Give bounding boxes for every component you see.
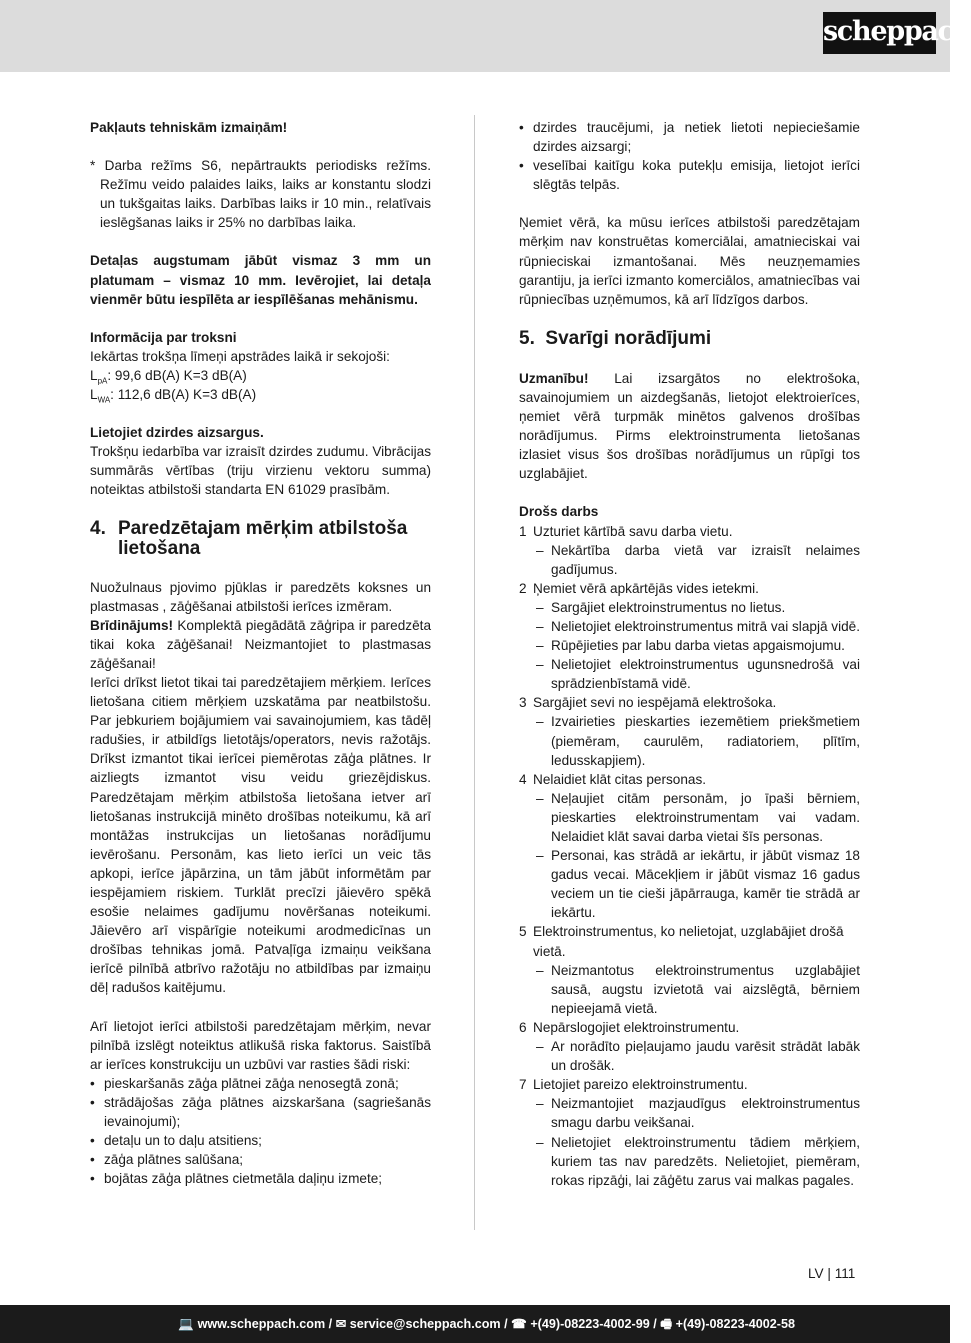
- safe-work-heading: Drošs darbs: [519, 504, 599, 520]
- attention-text: Uzmanību! Lai izsargātos no elektrošoka, savainojumiem un aizdegšanās, lietojot elektroierīces, ņemiet vērā turpmāk minētos galvenos drošības norādījumus. Pirms elektroinstrumenta lietošanas izlasiet visus šos drošības norādījumus un rūpīgi tos uzglabājiet.: [519, 370, 860, 482]
- list-item: • veselībai kaitīgu koka putekļu emisija, lietojot ierīci slēgtās telpās.: [519, 158, 860, 193]
- list-item: – Personai, kas strādā ar iekārtu, ir jābūt vismaz 18 gadus vecai. Mācekļiem ir jābūt vismaz 16 gadus veciem un tie cieši jāpārrauga, kamēr tie strādā ar iekārtu.: [536, 848, 860, 921]
- list-item: – Neizmantotus elektroinstrumentus uzglabājiet sausā, augstu izvietotā vai aizslēgtā, bērniem nepieejamā vietā.: [536, 962, 860, 1016]
- ear-protection-text: Trokšņu iedarbība var izraisīt dzirdes zudumu. Vibrācijas summārās vērtības (triju virzienu vektoru summa) noteiktas atbilstoši standarta EN 61029 prasībām.: [90, 444, 431, 498]
- phone-icon: ☎: [511, 1317, 527, 1331]
- list-item: 7 Lietojiet pareizo elektroinstrumentu.: [519, 1077, 748, 1093]
- list-item: – Sargājiet elektroinstrumentus no lietus.: [536, 599, 786, 615]
- list-item: – Rūpējieties par labu darba vietas apgaismojumu.: [536, 638, 845, 654]
- list-item: – Nekārtība darba vietā var izraisīt nelaimes gadījumus.: [536, 542, 860, 577]
- list-item: – Ar norādīto pieļaujamo jaudu varēsit strādāt labāk un drošāk.: [536, 1039, 860, 1074]
- intended-use-text: Nuožulnaus pjovimo pjūklas ir paredzēts koksnes un plastmasas , zāģēšanai atbilstoši ierīces izmēram.: [90, 579, 431, 614]
- column-divider: [474, 115, 475, 1230]
- phone-number: +(49)-08223-4002-99: [530, 1317, 650, 1331]
- list-item: • pieskaršanās zāģa plātnei zāģa nenosegtā zonā;: [90, 1075, 399, 1091]
- section-5-heading: 5. Svarīgi norādījumi: [519, 327, 712, 349]
- list-item: 6 Nepārslogojiet elektroinstrumentu.: [519, 1019, 740, 1035]
- list-item: 5 Elektroinstrumentus, ko nelietojat, uzglabājiet drošā vietā.: [519, 924, 844, 959]
- right-column: [519, 118, 860, 1190]
- page-header: [0, 0, 971, 72]
- fax-number: +(49)-08223-4002-58: [675, 1317, 795, 1331]
- page-number: LV | 111: [808, 1266, 856, 1281]
- computer-icon: 💻: [178, 1317, 195, 1331]
- noise-level-lpa: $L_{pA}$: 99,6 dB(A) K=3 dB(A): [90, 367, 247, 386]
- duty-cycle-note: * Darba režīms S6, nepārtraukts periodisks režīms. Režīmu veido palaides laiks, laiks ar konstantu slodzi un tukšgaitas laiks. Darbības laiks ir 10 min., relatīvais ieslēgšanas laiks ir 25% no darbības laika.: [90, 158, 431, 231]
- list-item: – Nelietojiet elektroinstrumentus mitrā vai slapjā vidē.: [536, 618, 861, 634]
- list-item: 2 Ņemiet vērā apkārtējās vides ietekmi.: [519, 580, 759, 596]
- list-item: – Nelietojiet elektroinstrumentu tādiem mērķiem, kuriem tas nav paredzēts. Nelietojiet, piemēram, rokas ripzāģi, lai zāģētu zarus vai malkas pagales.: [536, 1134, 860, 1188]
- list-item: – Izvairieties pieskarties iezemētiem priekšmetiem (piemēram, caurulēm, radiatoriem, plītīm, ledusskapjiem).: [536, 714, 860, 768]
- commercial-use-note: Ņemiet vērā, ka mūsu ierīces atbilstoši paredzētajam mērķim nav konstruētas komerciālai, amatnieciskai vai rūpnieciskai izmantošanai. Mēs neuzņemamies garantiju, ja ierīci izmanto komerciālos, amatniecības vai rūpniecības uzņēmumos, kā arī līdzīgos darbos.: [519, 215, 860, 307]
- list-item: 4 Nelaidiet klāt citas personas.: [519, 771, 707, 787]
- list-item: • strādājošas zāģa plātnes aizskaršana (sagriešanās ievainojumi);: [90, 1094, 431, 1130]
- list-item: • zāģa plātnes salūšana;: [90, 1152, 244, 1168]
- page-footer: 💻 www.scheppach.com / ✉ service@scheppach.com / ☎ +(49)-08223-4002-99 / 🖷 +(49)-08223-4002-58: [0, 1305, 950, 1343]
- list-item: – Neļaujiet citām personām, jo īpaši bērniem, pieskarties elektroinstrumentam vai vadam. Nelaidiet klāt savai darba vietai šīs personas.: [536, 790, 860, 844]
- list-item: • detaļu un to daļu atsitiens;: [90, 1133, 262, 1149]
- email-link[interactable]: service@scheppach.com: [349, 1317, 501, 1331]
- warning-text: Brīdinājums! Komplektā piegādātā zāģripa ir paredzēta tikai koka zāģēšanai! Neizmantojiet to plastmasas zāģēšanai!: [90, 617, 431, 671]
- tech-changes-note: Pakļauts tehniskām izmaiņām!: [90, 120, 288, 135]
- scheppach-logo: scheppach: [823, 12, 936, 54]
- list-item: 3 Sargājiet sevi no iespējamā elektrošoka.: [519, 695, 777, 711]
- residual-risk-intro: Arī lietojot ierīci atbilstoši paredzētajam mērķim, nevar pilnībā izslēgt noteiktus atlikušā riska faktorus. Saistībā ar ierīces konstrukciju un uzbūvi var rasties šādi riski:: [90, 1018, 431, 1072]
- list-item: 1 Uzturiet kārtībā savu darba vietu.: [519, 523, 733, 539]
- ear-protection-heading: Lietojiet dzirdes aizsargus.: [90, 425, 264, 441]
- section-4-heading: 4. Paredzētajam mērķim atbilstoša lietošana: [90, 517, 408, 559]
- website-link[interactable]: www.scheppach.com: [197, 1317, 326, 1331]
- noise-info-heading: Informācija par troksni: [90, 329, 237, 345]
- intended-use-rules: Ierīci drīkst lietot tikai tai paredzētajiem mērķiem. Ierīces lietošana citiem mērķiem uzskatāma par neatbilstošu. Par jebkuriem bojājumiem vai savainojumiem, kas tādēļ radušies, ir atbildīgs lietotājs/operators, nevis ražotājs. Drīkst izmantot tikai ierīcei piemērotas zāģa plātnes. Ir aizliegts izmantot visu veidu griezējdiskus. Paredzētajam mērķim atbilstoša lietošana ietver arī lietošanas instrukcijā minēto drošības noteikumu, kā arī montāžas instrukcijas un lietošanas norādījumu ievērošanu. Personām, kas lieto ierīci un veic tās apkopi, ierīce jāpārzina, un tām jābūt informētām par iespējamiem riskiem. Turklāt precīzi jāievēro spēkā esošie nelaimes gadījumu novēršanas noteikumi. Jāievēro arī vispārīgie noteikumi arodmedicīnas un drošības tehnikas jomā. Patvaļīga izmaiņu veikšana ierīcē pilnībā atbrīvo ražotāju no atbildības par izmaiņu dēļ radušos kaitējumu.: [90, 674, 431, 996]
- workpiece-size-note: Detaļas augstumam jābūt vismaz 3 mm un platumam – vismaz 10 mm. Ievērojiet, lai detaļa vienmēr būtu iespīlēta ar iespīlēšanas mehānismu.: [90, 253, 431, 307]
- left-column: [90, 118, 431, 1188]
- mail-icon: ✉: [335, 1317, 347, 1331]
- list-item: – Neizmantojiet mazjaudīgus elektroinstrumentus smagu darbu veikšanai.: [536, 1096, 860, 1131]
- fax-icon: 🖷: [660, 1317, 673, 1331]
- noise-info-intro: Iekārtas trokšņa līmeņi apstrādes laikā ir sekojoši:: [90, 348, 390, 364]
- list-item: – Nelietojiet elektroinstrumentus ugunsnedrošā vai sprādzienbīstamā vidē.: [536, 657, 860, 692]
- noise-level-lwa: $L_{WA}$: 112,6 dB(A) K=3 dB(A): [90, 387, 257, 405]
- list-item: • bojātas zāģa plātnes cietmetāla daļiņu izmete;: [90, 1171, 383, 1187]
- list-item: • dzirdes traucējumi, ja netiek lietoti nepieciešamie dzirdes aizsargi;: [519, 120, 860, 155]
